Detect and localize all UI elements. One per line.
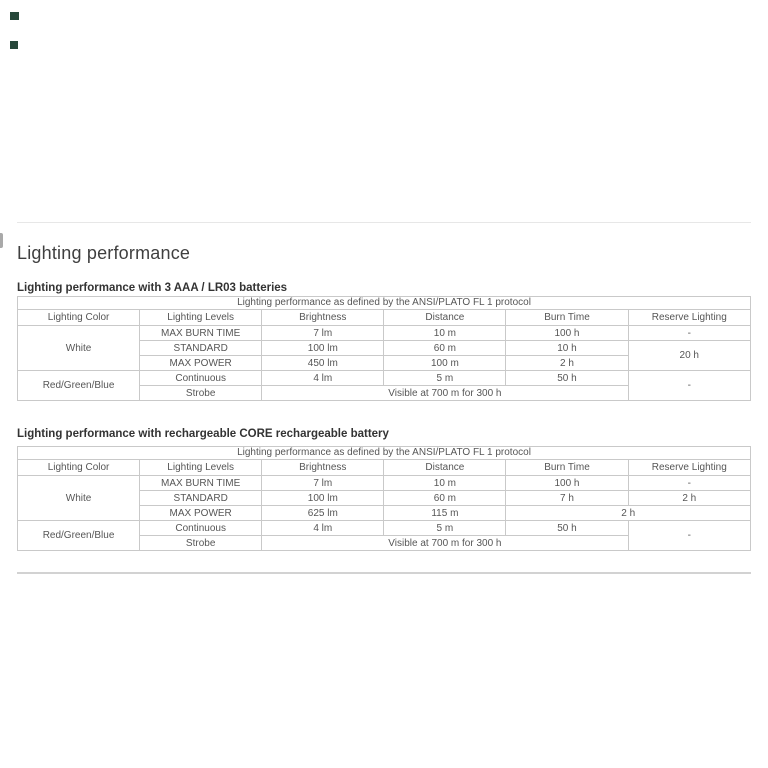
- cell-lighting-level: Strobe: [140, 386, 262, 401]
- cell-distance: 5 m: [384, 371, 506, 386]
- cell-distance: 10 m: [384, 326, 506, 341]
- cell-distance: 60 m: [384, 491, 506, 506]
- cell-brightness: 100 lm: [262, 491, 384, 506]
- corner-marker: [10, 12, 19, 20]
- column-header-lighting-levels: Lighting Levels: [140, 310, 262, 326]
- cell-lighting-level: Strobe: [140, 536, 262, 551]
- cell-burn-time: 50 h: [506, 371, 628, 386]
- column-header-lighting-color: Lighting Color: [18, 460, 140, 476]
- cell-reserve: 2 h: [628, 491, 750, 506]
- column-header-reserve-lighting: Reserve Lighting: [628, 310, 750, 326]
- table-row: [18, 297, 751, 310]
- corner-marker: [10, 41, 18, 49]
- table-row: [18, 371, 751, 386]
- cell-lighting-level: Continuous: [140, 371, 262, 386]
- cell-distance: 10 m: [384, 476, 506, 491]
- table-row: [18, 326, 751, 341]
- cell-lighting-level: STANDARD: [140, 491, 262, 506]
- cell-burn-time-reserve-merged: 2 h: [506, 506, 751, 521]
- cell-lighting-level: MAX POWER: [140, 356, 262, 371]
- column-header-distance: Distance: [384, 310, 506, 326]
- column-header-burn-time: Burn Time: [506, 460, 628, 476]
- column-header-distance: Distance: [384, 460, 506, 476]
- column-header-lighting-color: Lighting Color: [18, 310, 140, 326]
- cell-brightness: 7 lm: [262, 476, 384, 491]
- table-row: [18, 521, 751, 536]
- cell-brightness: 4 lm: [262, 371, 384, 386]
- cell-lighting-color: Red/Green/Blue: [18, 371, 140, 401]
- cell-lighting-level: MAX POWER: [140, 506, 262, 521]
- cell-lighting-color: White: [18, 326, 140, 371]
- cell-brightness: 7 lm: [262, 326, 384, 341]
- cell-burn-time: 7 h: [506, 491, 628, 506]
- cell-brightness: 4 lm: [262, 521, 384, 536]
- bottom-divider: [17, 572, 751, 574]
- column-header-brightness: Brightness: [262, 460, 384, 476]
- cell-reserve: -: [628, 326, 750, 341]
- cell-burn-time: 100 h: [506, 326, 628, 341]
- section-heading-core-battery: Lighting performance with rechargeable CORE rechargeable battery: [17, 427, 389, 440]
- table-row: [18, 310, 751, 326]
- column-header-brightness: Brightness: [262, 310, 384, 326]
- protocol-header-cell: Lighting performance as defined by the ANSI/PLATO FL 1 protocol: [18, 297, 751, 310]
- column-header-lighting-levels: Lighting Levels: [140, 460, 262, 476]
- cell-lighting-level: STANDARD: [140, 341, 262, 356]
- cell-reserve: -: [628, 371, 750, 401]
- column-header-reserve-lighting: Reserve Lighting: [628, 460, 750, 476]
- cell-reserve: -: [628, 476, 750, 491]
- section-heading-batteries: Lighting performance with 3 AAA / LR03 batteries: [17, 281, 288, 294]
- top-divider: [17, 222, 751, 223]
- cell-burn-time: 50 h: [506, 521, 628, 536]
- cell-brightness: 450 lm: [262, 356, 384, 371]
- cell-reserve: 20 h: [628, 341, 750, 371]
- cell-distance: 100 m: [384, 356, 506, 371]
- cell-burn-time: 2 h: [506, 356, 628, 371]
- cell-lighting-level: MAX BURN TIME: [140, 476, 262, 491]
- cell-lighting-color: White: [18, 476, 140, 521]
- cell-strobe-visibility: Visible at 700 m for 300 h: [262, 536, 628, 551]
- table-row: [18, 460, 751, 476]
- cell-lighting-level: Continuous: [140, 521, 262, 536]
- cell-lighting-color: Red/Green/Blue: [18, 521, 140, 551]
- table-row: [18, 476, 751, 491]
- protocol-header-cell: Lighting performance as defined by the ANSI/PLATO FL 1 protocol: [18, 447, 751, 460]
- cell-strobe-visibility: Visible at 700 m for 300 h: [262, 386, 628, 401]
- cell-burn-time: 100 h: [506, 476, 628, 491]
- lighting-performance-table-batteries: [17, 296, 751, 401]
- cell-brightness: 100 lm: [262, 341, 384, 356]
- cell-reserve: -: [628, 521, 750, 551]
- left-edge-fragment: [0, 233, 3, 248]
- cell-burn-time: 10 h: [506, 341, 628, 356]
- cell-brightness: 625 lm: [262, 506, 384, 521]
- page-title: Lighting performance: [17, 243, 191, 264]
- cell-lighting-level: MAX BURN TIME: [140, 326, 262, 341]
- table-row: [18, 447, 751, 460]
- cell-distance: 115 m: [384, 506, 506, 521]
- cell-distance: 5 m: [384, 521, 506, 536]
- column-header-burn-time: Burn Time: [506, 310, 628, 326]
- cell-distance: 60 m: [384, 341, 506, 356]
- lighting-performance-table-core: [17, 446, 751, 551]
